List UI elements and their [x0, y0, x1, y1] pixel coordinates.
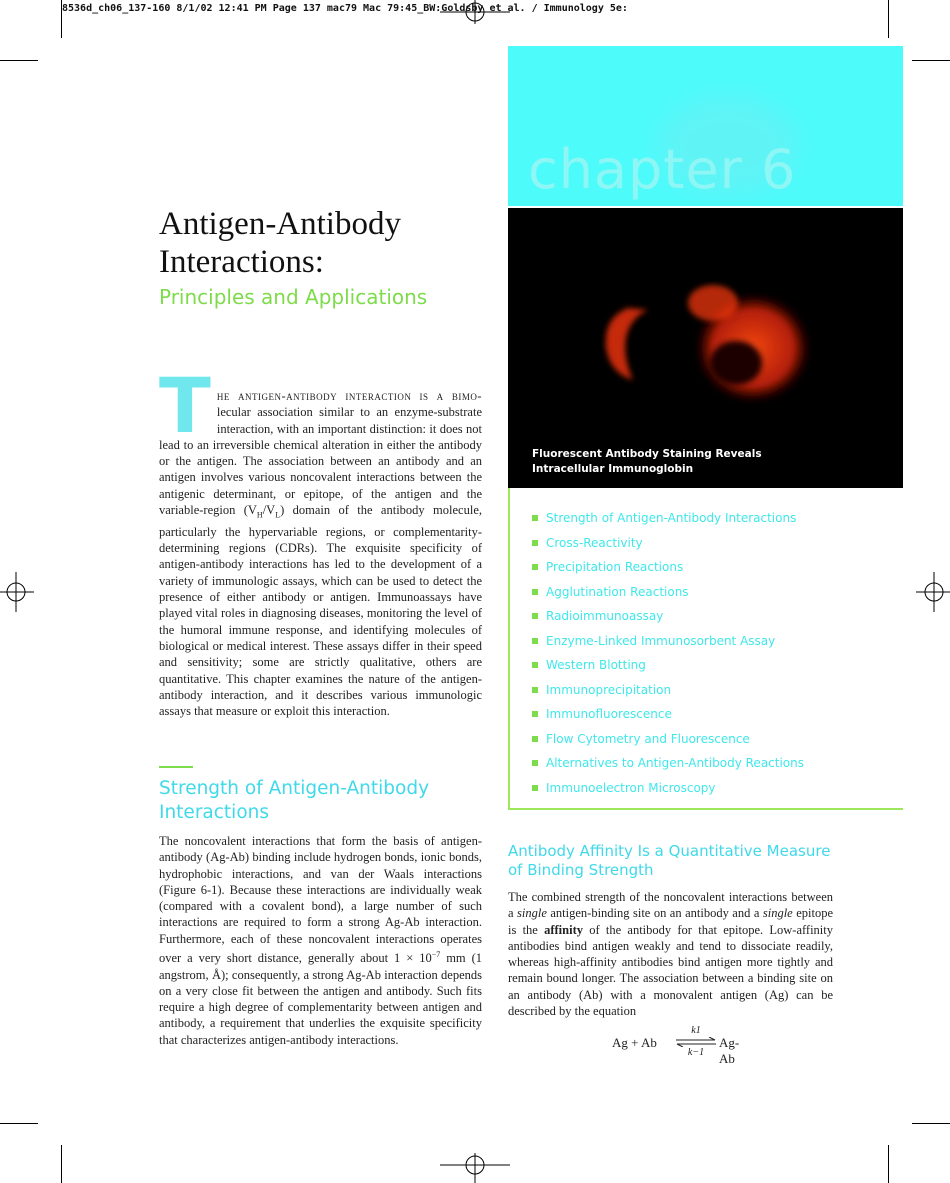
- contents-item: [532, 678, 804, 703]
- equation-reactants: Ag + Ab: [612, 1035, 657, 1050]
- bullet-icon: [532, 613, 538, 619]
- contents-item: [532, 702, 804, 727]
- contents-item-label: Immunoprecipitation: [546, 682, 672, 697]
- contents-item: [532, 653, 804, 678]
- crop-mark: [61, 1145, 62, 1183]
- crop-mark: [912, 1123, 950, 1124]
- crop-mark: [0, 60, 38, 61]
- body-text: antigen-binding site on an antibody and a: [546, 906, 763, 921]
- chapter-title-line: Interactions:: [159, 244, 324, 280]
- contents-item: [532, 580, 804, 605]
- chapter-title: [159, 205, 489, 281]
- contents-item-label: Cross-Reactivity: [546, 535, 643, 550]
- registration-mark-icon: [440, 0, 510, 24]
- key-term: affinity: [544, 922, 583, 937]
- figure-caption: Fluorescent Antibody Staining Reveals Intracellular Immunoglobin: [532, 448, 762, 475]
- contents-item-label: Alternatives to Antigen-Antibody Reactions: [546, 756, 805, 771]
- subsection-heading: Antibody Affinity Is a Quantitative Measure of Binding Strength: [508, 842, 831, 879]
- body-text: of the antibody for that epitope. Low-affinity antibodies bind antigen weakly and tend to dissociate readily, whereas high-affinity antibodies bind antigen more tightly and remain bound longer. The association between a binding site on an antibody (Ab) with a monovalent antigen (Ag) can be described by the equation: [508, 922, 834, 1019]
- contents-item-label: Radioimmunoassay: [546, 609, 664, 624]
- chapter-banner: [508, 46, 903, 206]
- chapter-subtitle: Principles and Applications: [159, 285, 428, 309]
- contents-item: [532, 751, 804, 776]
- contents-item-label: Strength of Antigen-Antibody Interactions: [546, 511, 797, 526]
- chapter-contents: [508, 488, 903, 810]
- contents-item: [532, 629, 804, 654]
- slug-line: 8536d_ch06_137-160 8/1/02 12:41 PM Page 137 mac79 Mac 79:45_BW:Goldsby et al. / Immunology 5e:: [62, 3, 628, 14]
- intro-paragraph: [159, 361, 482, 719]
- contents-item: [532, 776, 804, 801]
- bullet-icon: [532, 711, 538, 717]
- intro-text: /V: [262, 503, 276, 518]
- chapter-number: chapter 6: [528, 138, 797, 201]
- bullet-icon: [532, 687, 538, 693]
- contents-item: [532, 727, 804, 752]
- contents-item-label: Immunoelectron Microscopy: [546, 780, 716, 795]
- crop-mark: [912, 60, 950, 61]
- emphasis: single: [517, 906, 547, 921]
- emphasis: single: [762, 906, 793, 921]
- registration-mark-icon: [440, 1153, 510, 1183]
- section-rule: [159, 766, 193, 768]
- contents-item-label: Western Blotting: [546, 658, 646, 673]
- bullet-icon: [532, 515, 538, 521]
- intro-text: ) domain of the antibody molecule, particularly the hypervariable regions, or complementarity-determining regions (CDRs). The exquisite specificity of antigen-antibody interactions has led to the development of a variety of immunologic assays, which can be used to detect the presence of either antibody or antigen. Immunoassays have played vital roles in diagnosing diseases, monitoring the level of the humoral immune response, and identifying molecules of biological or medical interest. These assays differ in their speed and sensitivity; some are strictly qualitative, others are quantitative. This chapter examines the nature of the antigen-antibody interaction, and it describes various immunologic assays that measure or exploit this interaction.: [159, 503, 482, 719]
- intro-text: lecular association similar to an enzyme-substrate interaction, with an important distinction: it does not lead to an irreversible chemical alteration in either the antibody or the antigen. The association between an antibody and an antigen involves various noncovalent interactions between the antigenic determinant, or epitope, of the antigen and the variable-region (V: [159, 405, 482, 518]
- forward-rate-constant: k1: [691, 1025, 701, 1036]
- fluorescence-image: [508, 208, 903, 438]
- crop-mark: [888, 0, 889, 38]
- body-text: The combined strength of the noncovalent interactions between a: [508, 890, 833, 921]
- crop-mark: [888, 1145, 889, 1183]
- bullet-icon: [532, 760, 538, 766]
- intro-lead: he antigen-antibody interaction is a bimo-: [216, 389, 482, 403]
- registration-mark-icon: [0, 572, 34, 612]
- equilibrium-arrows-icon: [675, 1037, 717, 1047]
- superscript: −7: [431, 950, 441, 960]
- contents-item-label: Precipitation Reactions: [546, 560, 684, 575]
- stained-cells-icon: [508, 208, 903, 438]
- bullet-icon: [532, 638, 538, 644]
- body-text: The noncovalent interactions that form the basis of antigen-antibody (Ag-Ab) binding include hydrogen bonds, ionic bonds, hydrophobic interactions, and van der Waals interactions (Figure 6-1). Because these interactions are individually weak (compared with a covalent bond), a large number of such interactions are required to form a strong Ag-Ab interaction. Furthermore, each of these noncovalent interactions operates over a very short distance, generally about 1 × 10: [159, 834, 482, 966]
- contents-item-label: Agglutination Reactions: [546, 584, 689, 599]
- contents-item-label: Immunofluorescence: [546, 707, 672, 722]
- bullet-icon: [532, 785, 538, 791]
- crop-mark: [0, 1123, 38, 1124]
- body-text: epitope is the: [508, 906, 833, 937]
- section-heading: Strength of Antigen-Antibody Interactions: [159, 778, 430, 823]
- registration-mark-icon: [916, 572, 950, 612]
- contents-item: [532, 506, 804, 531]
- section-paragraph: [159, 833, 482, 1048]
- bullet-icon: [532, 564, 538, 570]
- chapter-title-line: Antigen-Antibody: [159, 206, 401, 242]
- equation-product: Ag-Ab: [719, 1035, 740, 1066]
- body-text: mm (1 angstrom, Å); consequently, a strong Ag-Ab interaction depends on a very close fit between the antigen and antibody. Such fits require a high degree of complementarity between antigen and antibody, a requirement that underlies the exquisite specificity that characterizes antigen-antibody interactions.: [159, 951, 483, 1047]
- subsection-paragraph: [508, 889, 833, 1019]
- bullet-icon: [532, 736, 538, 742]
- bullet-icon: [532, 662, 538, 668]
- contents-item-label: Enzyme-Linked Immunosorbent Assay: [546, 633, 776, 648]
- binding-equation: [612, 1025, 752, 1065]
- figure-caption-bar: [508, 438, 903, 488]
- contents-item: [532, 531, 804, 556]
- crop-mark: [61, 0, 62, 38]
- subscript: L: [275, 510, 281, 520]
- reverse-rate-constant: k−1: [687, 1047, 705, 1058]
- subscript: H: [256, 510, 263, 520]
- contents-item-label: Flow Cytometry and Fluorescence: [546, 731, 750, 746]
- bullet-icon: [532, 540, 538, 546]
- drop-cap: T: [159, 361, 211, 450]
- bullet-icon: [532, 589, 538, 595]
- contents-item: [532, 555, 804, 580]
- contents-item: [532, 604, 804, 629]
